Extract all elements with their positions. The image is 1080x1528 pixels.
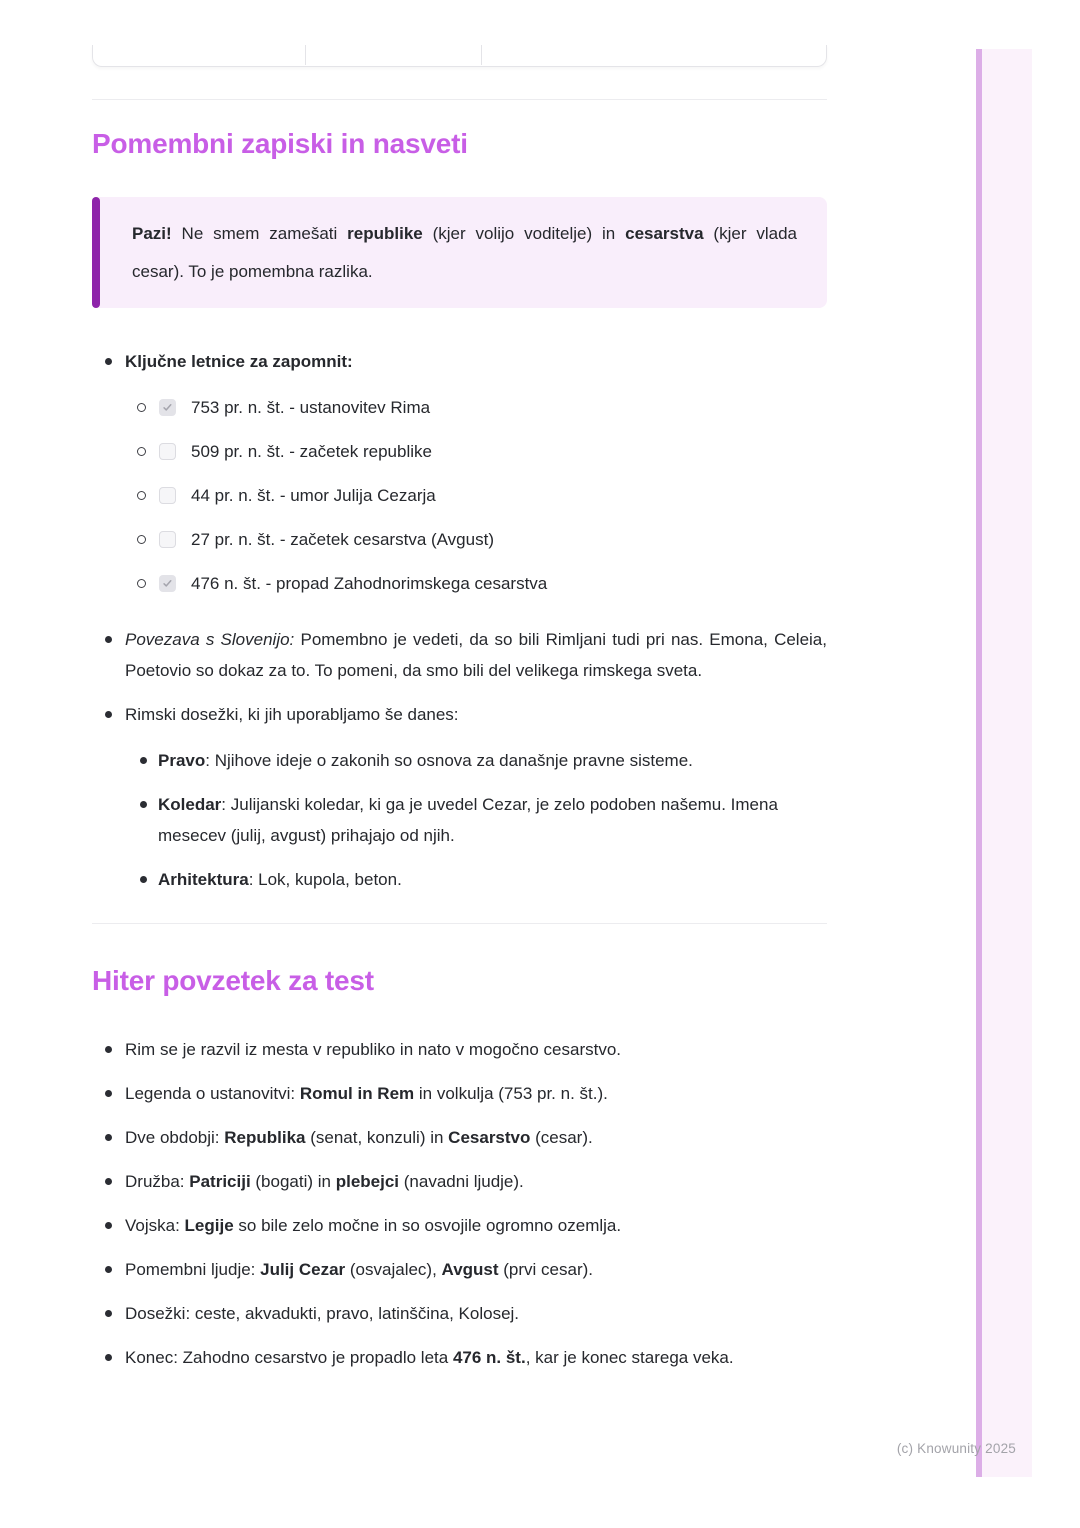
checkmark-icon [162,578,173,589]
bullet-icon [105,1354,112,1361]
watermark: (c) Knowunity 2025 [896,1441,1016,1456]
bullet-icon [140,801,147,808]
checklist-item-label: 509 pr. n. št. - začetek republike [191,442,432,461]
bullet-icon [105,1310,112,1317]
text-segment: Dosežki: ceste, akvadukti, pravo, latinščina, Kolosej. [125,1304,520,1323]
bullet-icon [105,1266,112,1273]
bullet-icon [105,1222,112,1229]
text-segment: : Njihove ideje o zakonih so osnova za današnje pravne sisteme. [205,751,693,770]
callout-accent-bar [92,197,100,308]
text-segment: (kjer volijo voditelje) in [422,224,626,243]
text-segment: : Lok, kupola, beton. [248,870,402,889]
list-item [92,789,827,851]
list-item-text [125,1298,827,1329]
list-item-text [158,789,827,851]
section-divider [92,923,827,924]
bullet-icon [105,1134,112,1141]
text-segment: Dve obdobji: [125,1128,225,1147]
checkmark-icon [162,402,173,413]
text-segment: Pazi! [132,224,172,243]
bullet-icon [105,636,112,643]
checkbox-checked[interactable] [159,575,176,592]
bullet-icon [140,757,147,764]
checklist-item [92,392,827,423]
table-column-divider [481,45,482,65]
list-item [92,745,827,776]
text-segment: Romul in Rem [299,1084,415,1103]
list-item [92,1210,827,1241]
list-item-text [125,1078,827,1109]
notes-list [92,346,827,895]
text-segment: : Julijanski koledar, ki ga je uvedel Cezar, je zelo podoben našemu. Imena mesecev (julij, avgust) prihajajo od njih. [158,795,778,845]
list-item [92,1166,827,1197]
text-segment: Povezava s Slovenijo: [125,630,295,649]
warning-callout [92,197,827,308]
text-segment: (osvajalec), [345,1260,442,1279]
text-segment: Legenda o ustanovitvi: [125,1084,300,1103]
summary-section-title: Hiter povzetek za test [92,965,374,996]
list-item [92,1254,827,1285]
table-bottom-fragment [92,45,827,67]
list-item-text [125,699,827,730]
circle-bullet-icon [137,491,146,500]
bullet-icon [105,1090,112,1097]
page-edge-panel [982,49,1032,1477]
bullet-icon [140,876,147,883]
checkbox-unchecked[interactable] [159,487,176,504]
text-segment: Ne smem zamešati [171,224,348,243]
text-segment: Republika [224,1128,306,1147]
text-segment: Konec: Zahodno cesarstvo je propadlo leta [125,1348,453,1367]
text-segment: Avgust [441,1260,499,1279]
text-segment: Pomembni ljudje: [125,1260,261,1279]
text-segment: Vojska: [125,1216,185,1235]
circle-bullet-icon [137,447,146,456]
list-item-text [125,624,827,686]
text-segment: Družba: [125,1172,190,1191]
text-segment: , kar je konec starega veka. [525,1348,734,1367]
summary-list [92,1034,827,1373]
callout-text [132,215,797,291]
list-item-text [125,346,827,377]
checkbox-unchecked[interactable] [159,443,176,460]
text-segment: (navadni ljudje). [399,1172,524,1191]
list-item-achievements [92,699,827,730]
text-segment: Arhitektura [158,870,249,889]
list-item-text [158,864,827,895]
list-item [92,1122,827,1153]
list-item [92,1078,827,1109]
text-segment: in volkulja (753 pr. n. št.). [414,1084,608,1103]
text-segment: Legije [184,1216,234,1235]
bullet-icon [105,1046,112,1053]
list-item-text [158,745,827,776]
text-segment: Koledar [158,795,222,814]
section-divider [92,99,827,100]
text-segment: Julij Cezar [260,1260,346,1279]
checklist-item [92,524,827,555]
list-item [92,864,827,895]
checklist-item-label: 27 pr. n. št. - začetek cesarstva (Avgust) [191,530,494,549]
key-dates-checklist [92,392,827,599]
list-item-key-dates [92,346,827,377]
checklist-item-label: 44 pr. n. št. - umor Julija Cezarja [191,486,436,505]
list-item [92,1342,827,1373]
text-segment: Cesarstvo [448,1128,531,1147]
circle-bullet-icon [137,403,146,412]
list-item-text [125,1034,827,1065]
document-content [92,0,827,1386]
bullet-icon [105,358,112,365]
checklist-item [92,436,827,467]
text-segment: (prvi cesar). [498,1260,594,1279]
circle-bullet-icon [137,579,146,588]
checklist-item-label: 753 pr. n. št. - ustanovitev Rima [191,398,431,417]
bullet-icon [105,1178,112,1185]
text-segment: Patriciji [189,1172,251,1191]
text-segment: republike [347,224,423,243]
text-segment: Rimski dosežki, ki jih uporabljamo še danes: [125,705,459,724]
notes-section-title: Pomembni zapiski in nasveti [92,128,468,159]
text-segment: (senat, konzuli) in [305,1128,449,1147]
text-segment: Ključne letnice za zapomnit: [125,352,353,371]
text-segment: Rim se je razvil iz mesta v republiko in nato v mogočno cesarstvo. [125,1040,622,1059]
text-segment: Pravo [158,751,206,770]
list-item [92,1298,827,1329]
list-item-text [125,1210,827,1241]
checklist-item [92,480,827,511]
checklist-item [92,568,827,599]
circle-bullet-icon [137,535,146,544]
text-segment: plebejci [335,1172,400,1191]
text-segment: (kjer vlada cesar). To je pomembna razlika. [132,224,797,281]
bullet-icon [105,711,112,718]
achievements-sublist [92,745,827,895]
checkbox-unchecked[interactable] [159,531,176,548]
checklist-item-label: 476 n. št. - propad Zahodnorimskega cesarstva [191,574,548,593]
checkbox-checked[interactable] [159,399,176,416]
list-item-text [125,1342,827,1373]
text-segment: (bogati) in [250,1172,336,1191]
text-segment: so bile zelo močne in so osvojile ogromno ozemlja. [233,1216,622,1235]
text-segment: 476 n. št. [452,1348,526,1367]
list-item-text [125,1166,827,1197]
list-item-text [125,1254,827,1285]
list-item-slovenia-note [92,624,827,686]
text-segment: (cesar). [530,1128,593,1147]
text-segment: Pomembno je vedeti, da so bili Rimljani tudi pri nas. Emona, Celeia, Poetovio so dokaz za to. To pomeni, da smo bili del velikega rimskega sveta. [125,630,827,680]
list-item-text [125,1122,827,1153]
text-segment: cesarstva [625,224,704,243]
table-column-divider [305,45,306,65]
list-item [92,1034,827,1065]
